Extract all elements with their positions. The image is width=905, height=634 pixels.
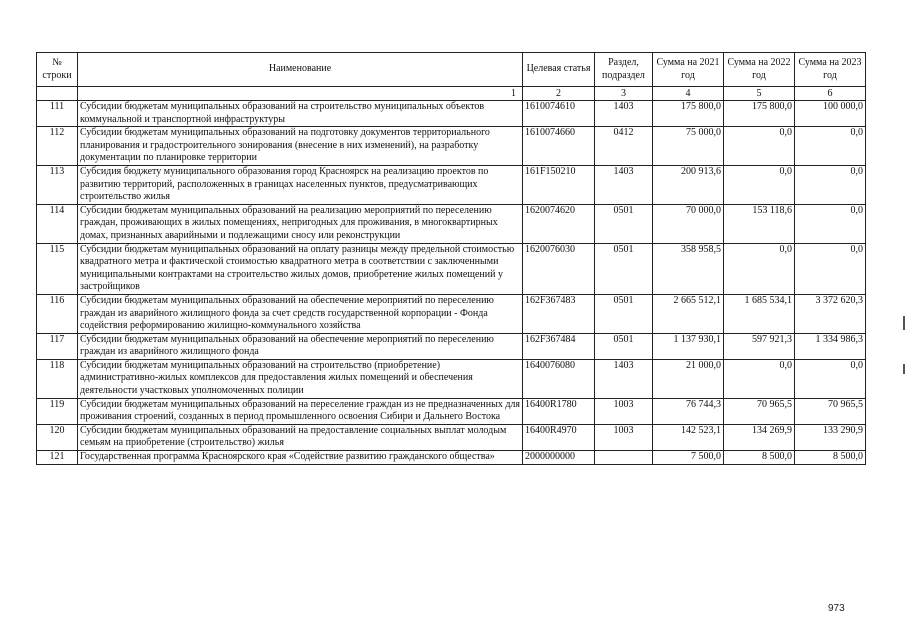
table-row [37,101,866,127]
header-name: Наименование [78,53,523,87]
row-number: 120 [37,424,78,450]
row-sum-2022: 134 269,9 [724,424,795,450]
row-sum-2021: 175 800,0 [653,101,724,127]
row-target-article: 1640076080 [523,359,595,398]
row-section: 0412 [595,127,653,166]
index-cell-2: 2 [523,87,595,101]
row-section: 1403 [595,165,653,204]
row-target-article: 1610074610 [523,101,595,127]
table-row [37,398,866,424]
row-sum-2023: 0,0 [795,243,866,294]
row-sum-2022: 175 800,0 [724,101,795,127]
index-cell-4: 4 [653,87,724,101]
row-sum-2022: 0,0 [724,127,795,166]
table-row [37,165,866,204]
row-target-article: 16400R4970 [523,424,595,450]
row-section: 0501 [595,294,653,333]
row-sum-2022: 8 500,0 [724,451,795,465]
row-name: Субсидии бюджетам муниципальных образований на обеспечение мероприятий по переселению граждан из аварийного жилищного фонда [78,333,523,359]
row-target-article: 16400R1780 [523,398,595,424]
row-number: 117 [37,333,78,359]
table-header-row [37,53,866,87]
row-sum-2023: 1 334 986,3 [795,333,866,359]
row-number: 115 [37,243,78,294]
row-sum-2023: 8 500,0 [795,451,866,465]
row-section: 0501 [595,243,653,294]
table-index-row [37,87,866,101]
row-sum-2021: 200 913,6 [653,165,724,204]
row-sum-2022: 0,0 [724,359,795,398]
row-number: 111 [37,101,78,127]
row-sum-2023: 0,0 [795,165,866,204]
row-sum-2021: 75 000,0 [653,127,724,166]
row-number: 113 [37,165,78,204]
row-name: Субсидии бюджетам муниципальных образований на переселение граждан из не предназначенных для проживания строений, созданных в период промышленного освоения Сибири и Дальнего Востока [78,398,523,424]
row-sum-2021: 21 000,0 [653,359,724,398]
header-sum-2022: Сумма на 2022 год [724,53,795,87]
row-target-article: 2000000000 [523,451,595,465]
index-cell-6: 6 [795,87,866,101]
table-row [37,359,866,398]
row-number: 119 [37,398,78,424]
row-sum-2023: 100 000,0 [795,101,866,127]
row-sum-2023: 3 372 620,3 [795,294,866,333]
row-sum-2022: 1 685 534,1 [724,294,795,333]
table-row [37,127,866,166]
table-row [37,204,866,243]
row-section [595,451,653,465]
row-target-article: 1610074660 [523,127,595,166]
row-sum-2021: 358 958,5 [653,243,724,294]
index-cell-empty [37,87,78,101]
row-sum-2022: 70 965,5 [724,398,795,424]
row-number: 116 [37,294,78,333]
row-name: Субсидии бюджетам муниципальных образований на обеспечение мероприятий по переселению граждан из аварийного жилищного фонда за счет средств государственной корпорации - Фонда содействия реформированию жилищно-коммунального хозяйства [78,294,523,333]
row-sum-2022: 597 921,3 [724,333,795,359]
row-sum-2023: 0,0 [795,359,866,398]
row-sum-2023: 133 290,9 [795,424,866,450]
row-number: 118 [37,359,78,398]
row-name: Субсидии бюджетам муниципальных образований на оплату разницы между предельной стоимостью квадратного метра и фактической стоимостью квадратного метра в соответствии с заключенными муниципальными контрактами на строительство жилых домов, приобретение жилых помещений у застройщиков [78,243,523,294]
header-section: Раздел, подраздел [595,53,653,87]
row-section: 1003 [595,398,653,424]
table-row [37,243,866,294]
header-sum-2023: Сумма на 2023 год [795,53,866,87]
row-target-article: 162F367483 [523,294,595,333]
row-section: 0501 [595,333,653,359]
row-sum-2022: 0,0 [724,165,795,204]
row-sum-2021: 142 523,1 [653,424,724,450]
row-name: Субсидии бюджетам муниципальных образований на реализацию мероприятий по переселению граждан, проживающих в жилых помещениях, непригодных для проживания, в многоквартирных домах, признанных аварийными и подлежащими сносу или реконструкции [78,204,523,243]
row-section: 0501 [595,204,653,243]
row-name: Субсидии бюджетам муниципальных образований на строительство (приобретение) административно-жилых комплексов для предоставления жилых помещений и обеспечения деятельности участковых уполномоченных полиции [78,359,523,398]
table-row [37,451,866,465]
row-number: 112 [37,127,78,166]
header-row-number: № строки [37,53,78,87]
index-cell-3: 3 [595,87,653,101]
row-section: 1003 [595,424,653,450]
row-name: Субсидии бюджетам муниципальных образований на подготовку документов территориального планирования и градостроительного зонирования (внесение в них изменений), на разработку документации по планировке территории [78,127,523,166]
row-sum-2023: 70 965,5 [795,398,866,424]
table-row [37,424,866,450]
index-cell-5: 5 [724,87,795,101]
index-cell-1: 1 [78,87,523,101]
row-sum-2023: 0,0 [795,204,866,243]
page-number: 973 [828,603,845,614]
row-number: 114 [37,204,78,243]
row-sum-2022: 0,0 [724,243,795,294]
row-name: Субсидии бюджетам муниципальных образований на строительство муниципальных объектов коммунальной и транспортной инфраструктуры [78,101,523,127]
row-target-article: 1620076030 [523,243,595,294]
row-target-article: 161F150210 [523,165,595,204]
row-sum-2021: 70 000,0 [653,204,724,243]
row-name: Субсидия бюджету муниципального образования город Красноярск на реализацию проектов по развитию территорий, расположенных в границах населенных пунктов, предусматривающих строительство жилья [78,165,523,204]
header-sum-2021: Сумма на 2021 год [653,53,724,87]
header-target-article: Целевая статья [523,53,595,87]
row-sum-2021: 7 500,0 [653,451,724,465]
row-sum-2022: 153 118,6 [724,204,795,243]
row-sum-2021: 1 137 930,1 [653,333,724,359]
table-row [37,333,866,359]
budget-table [36,52,866,465]
row-sum-2023: 0,0 [795,127,866,166]
row-number: 121 [37,451,78,465]
row-target-article: 1620074620 [523,204,595,243]
row-name: Субсидии бюджетам муниципальных образований на предоставление социальных выплат молодым семьям на приобретение (строительство) жилья [78,424,523,450]
row-target-article: 162F367484 [523,333,595,359]
row-section: 1403 [595,101,653,127]
row-sum-2021: 2 665 512,1 [653,294,724,333]
row-name: Государственная программа Красноярского края «Содействие развитию гражданского общества» [78,451,523,465]
row-sum-2021: 76 744,3 [653,398,724,424]
table-row [37,294,866,333]
row-section: 1403 [595,359,653,398]
